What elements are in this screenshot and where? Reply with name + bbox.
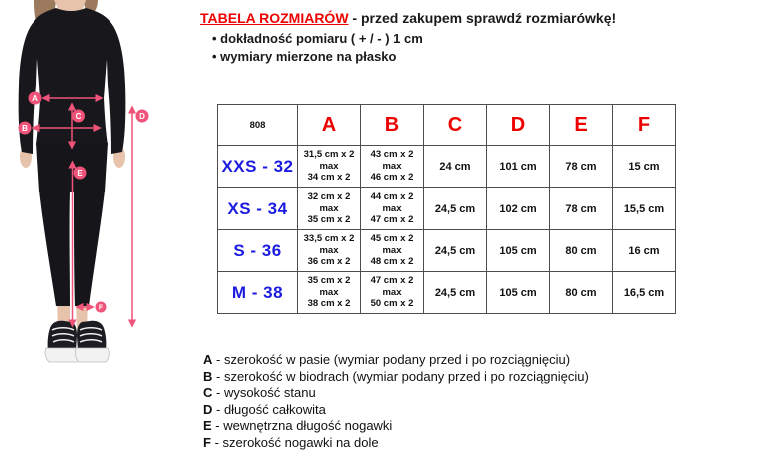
page-title-rest: - przed zakupem sprawdź rozmiarówkę! [348, 10, 617, 26]
legend-item [203, 435, 589, 452]
legend-key: A [203, 352, 213, 367]
measurement-cell: 24,5 cm [424, 230, 487, 272]
table-row [218, 146, 676, 188]
measurement-cell: 16,5 cm [613, 272, 676, 314]
badge-letter-a: A [32, 93, 38, 103]
badge-letter-c: C [75, 111, 82, 121]
column-header-e: E [550, 105, 613, 146]
page-title-highlight: TABELA ROZMIARÓW [200, 10, 349, 26]
cell-line: max [382, 286, 402, 298]
legend-text: - wewnętrzna długość nogawki [211, 418, 393, 434]
badge-letter-d: D [139, 111, 145, 121]
cell-line: 34 cm x 2 [307, 172, 351, 184]
cell-line: 36 cm x 2 [307, 256, 351, 268]
leggings-right-leg [74, 190, 105, 306]
legend-item [203, 369, 589, 386]
measurement-cell: 78 cm [550, 146, 613, 188]
cell-line: 31,5 cm x 2 [303, 149, 355, 161]
note-item: • dokładność pomiaru ( + / - ) 1 cm [212, 30, 423, 48]
size-label: S - 36 [218, 230, 298, 272]
legend-text: - szerokość nogawki na dole [210, 434, 379, 450]
badge-letter-f: F [98, 304, 104, 312]
cell-line: 35 cm x 2 [307, 275, 351, 287]
column-header-f: F [613, 105, 676, 146]
cell-line: max [319, 160, 339, 172]
cell-line: max [319, 202, 339, 214]
size-label: XXS - 32 [218, 146, 298, 188]
badge-letter-e: E [77, 168, 83, 178]
measurement-cell: 16 cm [613, 230, 676, 272]
badge-letter-b: B [22, 123, 28, 133]
measurement-cell [298, 188, 361, 230]
table-header-row [218, 105, 676, 146]
measurement-cell: 105 cm [487, 272, 550, 314]
legend-item [203, 418, 589, 435]
measurement-notes [212, 30, 423, 66]
column-header-a: A [298, 105, 361, 146]
legend-item [203, 385, 589, 402]
size-table [217, 104, 676, 314]
measurement-cell [298, 146, 361, 188]
measurement-cell: 24,5 cm [424, 188, 487, 230]
right-shoe-sole [75, 348, 109, 362]
legend-key: D [203, 401, 213, 417]
table-row [218, 272, 676, 314]
legend-text: - długość całkowita [212, 401, 326, 417]
legend-text: - szerokość w pasie (wymiar podany przed i po rozciągnięciu) [212, 352, 571, 367]
note-item: • wymiary mierzone na płasko [212, 48, 423, 66]
cell-line: 33,5 cm x 2 [303, 233, 355, 245]
cell-line: 46 cm x 2 [370, 172, 414, 184]
model-figure-image [0, 0, 190, 370]
column-header-c: C [424, 105, 487, 146]
legend-key: F [203, 434, 211, 450]
cell-line: max [382, 244, 402, 256]
legend-item [203, 352, 589, 369]
measurement-legend [203, 352, 589, 452]
table-row [218, 230, 676, 272]
cell-line: 43 cm x 2 [370, 149, 414, 161]
measurement-cell: 80 cm [550, 272, 613, 314]
measurement-cell: 15 cm [613, 146, 676, 188]
column-header-b: B [361, 105, 424, 146]
cell-line: 32 cm x 2 [307, 191, 351, 203]
cell-line: 44 cm x 2 [370, 191, 414, 203]
size-label: M - 38 [218, 272, 298, 314]
measurement-cell [298, 230, 361, 272]
product-code: 808 [218, 105, 298, 146]
legend-text: - wysokość stanu [212, 385, 316, 401]
measurement-cell: 78 cm [550, 188, 613, 230]
measurement-cell: 80 cm [550, 230, 613, 272]
page-title [200, 10, 616, 26]
cell-line: 35 cm x 2 [307, 214, 351, 226]
cell-line: 47 cm x 2 [370, 214, 414, 226]
cell-line: 48 cm x 2 [370, 256, 414, 268]
measurement-cell [361, 146, 424, 188]
measurement-cell [361, 230, 424, 272]
cell-line: 45 cm x 2 [370, 233, 414, 245]
measurement-cell: 24,5 cm [424, 272, 487, 314]
cell-line: max [382, 160, 402, 172]
legend-key: C [203, 385, 213, 401]
measurement-cell [298, 272, 361, 314]
legend-item [203, 402, 589, 419]
measurement-cell: 101 cm [487, 146, 550, 188]
cell-line: 50 cm x 2 [370, 298, 414, 310]
table-row [218, 188, 676, 230]
column-header-d: D [487, 105, 550, 146]
cell-line: max [382, 202, 402, 214]
measurement-cell: 15,5 cm [613, 188, 676, 230]
cell-line: max [319, 286, 339, 298]
cell-line: max [319, 244, 339, 256]
cell-line: 38 cm x 2 [307, 298, 351, 310]
legend-text: - szerokość w biodrach (wymiar podany przed i po rozciągnięciu) [212, 368, 589, 384]
measurement-cell [361, 188, 424, 230]
measurement-cell: 24 cm [424, 146, 487, 188]
leggings-left-leg [39, 190, 70, 306]
size-label: XS - 34 [218, 188, 298, 230]
measurement-cell: 102 cm [487, 188, 550, 230]
measurement-cell [361, 272, 424, 314]
measurement-cell: 105 cm [487, 230, 550, 272]
left-shoe-sole [45, 348, 79, 362]
cell-line: 47 cm x 2 [370, 275, 414, 287]
model-photo [0, 0, 190, 370]
legend-key: B [203, 368, 213, 384]
legend-key: E [203, 418, 212, 434]
